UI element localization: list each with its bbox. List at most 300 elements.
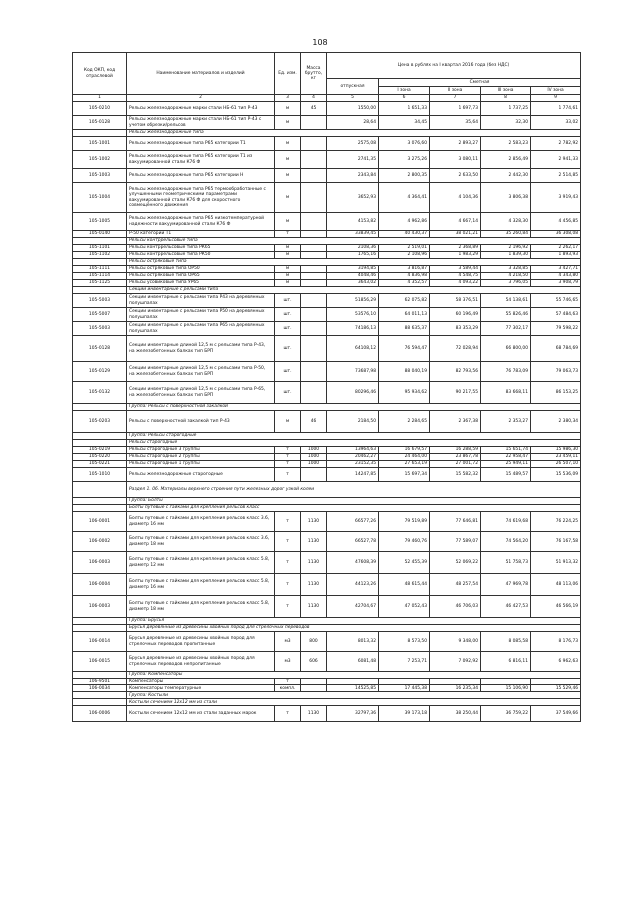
item-code: 105-1001 [73, 137, 127, 151]
group-row [73, 482, 581, 498]
table-row [73, 512, 581, 532]
group-row [73, 287, 581, 294]
item-price-zone-1: 15 697,34 [379, 468, 430, 482]
item-price-zone-1: 27 653,19 [379, 461, 430, 468]
column-number: 5 [327, 95, 379, 102]
item-unit: м3 [275, 632, 301, 652]
item-name: Рельсы контррельсовые типа РК65 [127, 245, 275, 252]
item-price-zone-3: 15 489,57 [481, 468, 531, 482]
table-row [73, 294, 581, 308]
item-unit: т [275, 574, 301, 596]
item-unit: т [275, 596, 301, 618]
table-row [73, 183, 581, 213]
item-release-price: 42704,67 [327, 596, 379, 618]
item-price-zone-3: 6 816,11 [481, 652, 531, 672]
column-number: 6 [379, 95, 430, 102]
group-label: Группа: Рельсы старогодные [127, 433, 581, 440]
item-price-zone-1: 3 816,87 [379, 266, 430, 273]
item-mass [301, 336, 327, 362]
item-mass [301, 137, 327, 151]
item-price-zone-3: 74 564,20 [481, 532, 531, 552]
header-mass: Масса брутто, кг [301, 53, 327, 95]
item-price-zone-3: 25 949,11 [481, 461, 531, 468]
item-price-zone-1: 52 455,39 [379, 552, 430, 574]
item-code: 105-1111 [73, 266, 127, 273]
group-code-cell [73, 672, 127, 679]
item-mass [301, 280, 327, 287]
item-price-zone-3: 2 353,27 [481, 411, 531, 433]
item-code: 105-0128 [73, 116, 127, 130]
item-price-zone-4: 1 893,93 [531, 252, 581, 259]
item-price-zone-2: 1 697,73 [430, 102, 481, 116]
item-price-zone-3: 15 106,90 [481, 685, 531, 692]
item-unit: м [275, 280, 301, 287]
item-mass [301, 231, 327, 238]
table-row [73, 411, 581, 433]
item-release-price: 8013,32 [327, 632, 379, 652]
item-price-zone-1: 47 052,43 [379, 596, 430, 618]
item-price-zone-1: 8 573,50 [379, 632, 430, 652]
group-row [73, 672, 581, 679]
price-table [72, 52, 581, 722]
item-price-zone-2: 9 348,00 [430, 632, 481, 652]
table-row [73, 252, 581, 259]
item-price-zone-4: 2 941,33 [531, 151, 581, 169]
group-code-cell [73, 699, 127, 706]
item-mass [301, 273, 327, 280]
item-unit: м [275, 213, 301, 231]
item-price-zone-4: 55 746,65 [531, 294, 581, 308]
table-row [73, 652, 581, 672]
item-unit: м [275, 252, 301, 259]
item-release-price: 4048,46 [327, 273, 379, 280]
table-row [73, 266, 581, 273]
item-price-zone-1: 62 075,82 [379, 294, 430, 308]
item-price-zone-2: 2 368,89 [430, 245, 481, 252]
table-row [73, 102, 581, 116]
group-code-cell [73, 625, 127, 632]
column-number: 9 [531, 95, 581, 102]
item-unit: компл. [275, 685, 301, 692]
item-mass: 1130 [301, 512, 327, 532]
item-name: Болты путевые с гайками для крепления рельсов класс 5.8, диаметр 12 мм [127, 552, 275, 574]
item-price-zone-3: 8 085,58 [481, 632, 531, 652]
item-price-zone-2: 77 589,07 [430, 532, 481, 552]
group-code-cell [73, 130, 127, 137]
item-price-zone-2: 77 646,81 [430, 512, 481, 532]
table-row [73, 213, 581, 231]
item-price-zone-1: 79 519,89 [379, 512, 430, 532]
item-unit: т [275, 461, 301, 468]
table-row [73, 382, 581, 404]
item-mass [301, 382, 327, 404]
item-release-price: 14247,85 [327, 468, 379, 482]
item-mass [301, 245, 327, 252]
table-row [73, 231, 581, 238]
item-unit: т [275, 706, 301, 722]
item-price-zone-3: 32,30 [481, 116, 531, 130]
item-release-price: 33839,45 [327, 231, 379, 238]
item-unit: м [275, 183, 301, 213]
item-price-zone-2: 2 893,27 [430, 137, 481, 151]
item-code: 105-0132 [73, 382, 127, 404]
group-label: Рельсы старогодные [127, 440, 581, 447]
table-body [73, 102, 581, 722]
item-name: Секции инвентарные с рельсами типа Р65 на деревянных полушпалах [127, 322, 275, 336]
item-price-zone-1: 34,45 [379, 116, 430, 130]
item-name: Рельсы железнодорожные типа Р65 низкотемпературной надежности вакуумированной стали К76 Ф [127, 213, 275, 231]
item-price-zone-3: 66 800,00 [481, 336, 531, 362]
item-unit: м [275, 245, 301, 252]
item-unit: м [275, 411, 301, 433]
item-code: 105-0219 [73, 447, 127, 454]
item-price-zone-4: 2 514,85 [531, 169, 581, 183]
item-unit: м [275, 151, 301, 169]
group-row [73, 692, 581, 699]
item-mass [301, 685, 327, 692]
item-release-price: 66577,26 [327, 512, 379, 532]
item-name: Рельсы старогодные 3 группы [127, 447, 275, 454]
item-price-zone-2: 4 104,36 [430, 183, 481, 213]
item-price-zone-3: 2 442,30 [481, 169, 531, 183]
group-label: Рельсы контррельсовые типа [127, 238, 581, 245]
item-name: Рельсы железнодорожные типа Р65 категории Н [127, 169, 275, 183]
item-price-zone-1: 24 464,00 [379, 454, 430, 461]
group-row [73, 618, 581, 625]
item-price-zone-3: 83 668,11 [481, 382, 531, 404]
item-code: 105-1101 [73, 245, 127, 252]
item-name: Рельсы старогодные 2 группы [127, 454, 275, 461]
header-code: Код ОКП, код отраслевой [73, 53, 127, 95]
item-unit: м [275, 116, 301, 130]
column-number: 1 [73, 95, 127, 102]
item-price-zone-1: 2 108,96 [379, 252, 430, 259]
item-release-price: 66527,78 [327, 532, 379, 552]
item-price-zone-1: 88 040,19 [379, 362, 430, 382]
group-label: Брусья деревянные из древесины хвойных пород для стрелочных переводов [127, 625, 581, 632]
item-price-zone-1: 17 445,38 [379, 685, 430, 692]
item-code: 106-0015 [73, 652, 127, 672]
item-name: Рельсы железнодорожные типа Р65 термообработанные с улучшенными геометрическими параметрами вакуумированной стали К76 Ф для скоростного совмещённого движения [127, 183, 275, 213]
item-code: 105-1002 [73, 151, 127, 169]
item-name: Рельсы остряковые типа ОР65 [127, 273, 275, 280]
table-row [73, 245, 581, 252]
item-name: Рельсы железнодорожные марки стали НБ-61 тип Р-43 с учетом обрезки/рельсов [127, 116, 275, 130]
item-code: 105-0220 [73, 454, 127, 461]
item-code: 105-1003 [73, 169, 127, 183]
item-code: 106-9501 [73, 679, 127, 685]
item-unit: шт. [275, 322, 301, 336]
item-release-price: 44123,26 [327, 574, 379, 596]
table-row [73, 273, 581, 280]
group-code-cell [73, 404, 127, 411]
item-name: Секции инвентарные с рельсами типа Р43 на деревянных полушпалах [127, 294, 275, 308]
item-name: Рельсы железнодорожные старогодные [127, 468, 275, 482]
item-price-zone-4: 3 427,71 [531, 266, 581, 273]
item-price-zone-1: 76 594,47 [379, 336, 430, 362]
item-price-zone-2: 72 028,94 [430, 336, 481, 362]
item-price-zone-4: 57 484,63 [531, 308, 581, 322]
item-code: 105-5003 [73, 322, 127, 336]
item-name: Брусья деревянные из древесины хвойных пород для стрелочных переводов пропитанные [127, 632, 275, 652]
item-price-zone-2: 60 196,49 [430, 308, 481, 322]
header-unit: Ед. изм. [275, 53, 301, 95]
item-code: 105-1114 [73, 273, 127, 280]
item-code: 105-0210 [73, 102, 127, 116]
item-mass: 45 [301, 102, 327, 116]
item-price-zone-2: 48 257,54 [430, 574, 481, 596]
group-label: Группа: Рельсы с поверхностной закалкой [127, 404, 581, 411]
header-prices: Цена в рублях на I квартал 2016 года (без НДС) [327, 53, 581, 79]
item-price-zone-3: 1 839,30 [481, 252, 531, 259]
table-row [73, 322, 581, 336]
item-price-zone-3: 4 218,50 [481, 273, 531, 280]
item-mass [301, 308, 327, 322]
item-name: Секции инвентарные длиной 12,5 м с рельсами типа Р-50, на железобетонных балках тип БРП [127, 362, 275, 382]
item-price-zone-4: 6 962,63 [531, 652, 581, 672]
item-price-zone-1: 4 962,86 [379, 213, 430, 231]
group-label: Раздел 1. 06. Материалы верхнего строения пути железных дорог узкой колеи [127, 482, 581, 498]
item-unit: м [275, 266, 301, 273]
item-code: 105-0140 [73, 231, 127, 238]
item-release-price: 3194,85 [327, 266, 379, 273]
item-name: Секции инвентарные с рельсами типа Р50 на деревянных полушпалах [127, 308, 275, 322]
item-price-zone-4: 68 784,69 [531, 336, 581, 362]
item-price-zone-4: 23 459,11 [531, 454, 581, 461]
item-name: Рельсы с поверхностной закалкой тип Р-43 [127, 411, 275, 433]
item-price-zone-2: 16 288,59 [430, 447, 481, 454]
column-number: 4 [301, 95, 327, 102]
column-number: 8 [481, 95, 531, 102]
item-release-price: 2184,50 [327, 411, 379, 433]
item-release-price: 3652,93 [327, 183, 379, 213]
item-price-zone-1: 2 519,01 [379, 245, 430, 252]
item-release-price: 32797,36 [327, 706, 379, 722]
item-mass: 606 [301, 652, 327, 672]
item-name: Рельсы железнодорожные марки стали НБ-61 тип Р-43 [127, 102, 275, 116]
item-mass [301, 116, 327, 130]
item-price-zone-1: 3 275,26 [379, 151, 430, 169]
group-row [73, 440, 581, 447]
item-price-zone-2: 4 548,75 [430, 273, 481, 280]
item-price-zone-1: 4 364,41 [379, 183, 430, 213]
header-zone-4: IV зона [531, 87, 581, 95]
table-row [73, 362, 581, 382]
group-code-cell [73, 259, 127, 266]
group-row [73, 130, 581, 137]
column-number: 7 [430, 95, 481, 102]
item-code: 106-0034 [73, 685, 127, 692]
page-number: 108 [312, 38, 328, 47]
table-row [73, 280, 581, 287]
item-name: Костыли сечением 12х12 мм из стали заданных марок [127, 706, 275, 722]
column-number-row [73, 95, 581, 102]
group-code-cell [73, 498, 127, 505]
item-name: Рельсы железнодорожные типа Р65 категории Т1 из вакуумированной стали К76 Ф [127, 151, 275, 169]
item-unit: т [275, 512, 301, 532]
item-unit: т [275, 447, 301, 454]
item-name: Болты путевые с гайками для крепления рельсов класс 3.6, диаметр 18 мм [127, 532, 275, 552]
group-label: Костыли сечением 12х12 мм из стали [127, 699, 581, 706]
item-code: 106-0004 [73, 574, 127, 596]
group-code-cell [73, 238, 127, 245]
table-row [73, 116, 581, 130]
item-code: 106-0001 [73, 512, 127, 532]
item-release-price: 14525,85 [327, 685, 379, 692]
group-row [73, 433, 581, 440]
item-mass: 1130 [301, 532, 327, 552]
item-unit: шт. [275, 362, 301, 382]
item-price-zone-4: 15 536,09 [531, 468, 581, 482]
item-price-zone-4: 37 549,66 [531, 706, 581, 722]
item-mass [301, 252, 327, 259]
item-code: 105-1102 [73, 252, 127, 259]
item-price-zone-2: 3 080,11 [430, 151, 481, 169]
item-mass [301, 468, 327, 482]
header-zone-1: I зона [379, 87, 430, 95]
item-price-zone-4: 3 919,43 [531, 183, 581, 213]
item-release-price: 1765,16 [327, 252, 379, 259]
group-code-cell [73, 692, 127, 699]
item-name: Болты путевые с гайками для крепления рельсов класс 5.8, диаметр 16 мм [127, 574, 275, 596]
item-name: Секции инвентарные длиной 12,5 м с рельсами типа Р-43, на железобетонных балках тип БРП [127, 336, 275, 362]
item-mass: 1130 [301, 552, 327, 574]
group-label: Рельсы железнодорожные типа [127, 130, 581, 137]
item-price-zone-3: 74 619,68 [481, 512, 531, 532]
group-code-cell [73, 618, 127, 625]
item-price-zone-1: 64 011,13 [379, 308, 430, 322]
item-name: Р-50 категории Т1 [127, 231, 275, 238]
table-row [73, 169, 581, 183]
item-price-zone-1: 39 173,18 [379, 706, 430, 722]
item-price-zone-4: 86 153,25 [531, 382, 581, 404]
item-unit: м [275, 102, 301, 116]
item-price-zone-3: 1 737,25 [481, 102, 531, 116]
item-release-price: 74186,13 [327, 322, 379, 336]
item-name: Рельсы контррельсовые типа РК50 [127, 252, 275, 259]
table-row [73, 552, 581, 574]
item-price-zone-1: 48 615,44 [379, 574, 430, 596]
header-name: Наименование материалов и изделий [127, 53, 275, 95]
item-price-zone-4: 76 224,25 [531, 512, 581, 532]
table-row [73, 336, 581, 362]
item-mass [301, 322, 327, 336]
group-row [73, 259, 581, 266]
item-release-price: 53576,10 [327, 308, 379, 322]
group-row [73, 498, 581, 505]
item-unit: т [275, 231, 301, 238]
item-price-zone-2: 82 793,56 [430, 362, 481, 382]
item-code: 105-0221 [73, 461, 127, 468]
item-unit: т [275, 552, 301, 574]
item-code: 105-5007 [73, 308, 127, 322]
table-row [73, 706, 581, 722]
item-code: 106-0006 [73, 706, 127, 722]
item-price-zone-3: 2 583,23 [481, 137, 531, 151]
item-price-zone-4: 8 176,73 [531, 632, 581, 652]
item-price-zone-2: 16 235,34 [430, 685, 481, 692]
item-price-zone-2: 83 353,29 [430, 322, 481, 336]
item-mass: 1000 [301, 461, 327, 468]
item-unit: шт. [275, 382, 301, 404]
item-price-zone-3: 35 260,84 [481, 231, 531, 238]
item-unit: м [275, 169, 301, 183]
header-release-price: отпускная [327, 79, 379, 95]
group-row [73, 699, 581, 706]
header-estimate: Сметная [379, 79, 581, 87]
item-release-price: 3643,02 [327, 280, 379, 287]
item-release-price: 20462,27 [327, 454, 379, 461]
item-code: 105-0129 [73, 362, 127, 382]
item-price-zone-2: 2 367,38 [430, 411, 481, 433]
item-mass: 46 [301, 411, 327, 433]
item-price-zone-4: 2 262,17 [531, 245, 581, 252]
item-price-zone-4: 15 529,46 [531, 685, 581, 692]
item-name: Брусья деревянные из древесины хвойных пород для стрелочных переводов непропитанные [127, 652, 275, 672]
item-price-zone-1: 95 934,62 [379, 382, 430, 404]
item-price-zone-4: 36 308,08 [531, 231, 581, 238]
table-row [73, 151, 581, 169]
group-label: Рельсы остряковые типа [127, 259, 581, 266]
group-label: Группа: Болты [127, 498, 581, 505]
item-price-zone-2: 2 633,50 [430, 169, 481, 183]
item-release-price: 2108,36 [327, 245, 379, 252]
item-price-zone-4: 26 507,10 [531, 461, 581, 468]
item-price-zone-4: 3 908,79 [531, 280, 581, 287]
column-number: 3 [275, 95, 301, 102]
item-price-zone-2: 3 589,44 [430, 266, 481, 273]
item-mass [301, 213, 327, 231]
item-unit: т [275, 454, 301, 461]
item-price-zone-3: 77 302,17 [481, 322, 531, 336]
group-label: Болты путевые с гайками для крепления рельсов класс [127, 505, 581, 512]
item-price-zone-3: 46 427,53 [481, 596, 531, 618]
item-mass: 1130 [301, 706, 327, 722]
table-row [73, 632, 581, 652]
item-price-zone-4: 4 343,80 [531, 273, 581, 280]
item-price-zone-2: 1 983,29 [430, 252, 481, 259]
group-row [73, 404, 581, 411]
item-name: Рельсы железнодорожные типа Р65 категории Т1 [127, 137, 275, 151]
item-price-zone-1: 7 253,71 [379, 652, 430, 672]
item-code: 106-0003 [73, 552, 127, 574]
item-price-zone-4: 2 380,34 [531, 411, 581, 433]
item-price-zone-2: 38 250,44 [430, 706, 481, 722]
item-price-zone-4: 15 986,30 [531, 447, 581, 454]
item-price-zone-4: 33,02 [531, 116, 581, 130]
item-price-zone-4: 4 456,85 [531, 213, 581, 231]
item-price-zone-1: 1 651,33 [379, 102, 430, 116]
item-release-price: 23152,35 [327, 461, 379, 468]
item-unit: м [275, 273, 301, 280]
item-price-zone-1: 88 635,37 [379, 322, 430, 336]
group-row [73, 505, 581, 512]
group-label: Группа: Костыли [127, 692, 581, 699]
item-price-zone-3: 15 651,74 [481, 447, 531, 454]
item-price-zone-3: 3 806,38 [481, 183, 531, 213]
item-price-zone-2: 58 376,51 [430, 294, 481, 308]
item-price-zone-2: 15 582,32 [430, 468, 481, 482]
item-price-zone-3: 3 328,85 [481, 266, 531, 273]
item-price-zone-3: 22 958,47 [481, 454, 531, 461]
group-code-cell [73, 287, 127, 294]
group-code-cell [73, 482, 127, 498]
item-code: 105-1010 [73, 468, 127, 482]
header-zone-2: II зона [430, 87, 481, 95]
group-label: Группа: Брусья [127, 618, 581, 625]
item-name: Болты путевые с гайками для крепления рельсов класс 3.6, диаметр 16 мм [127, 512, 275, 532]
item-price-zone-4: 79 063,73 [531, 362, 581, 382]
